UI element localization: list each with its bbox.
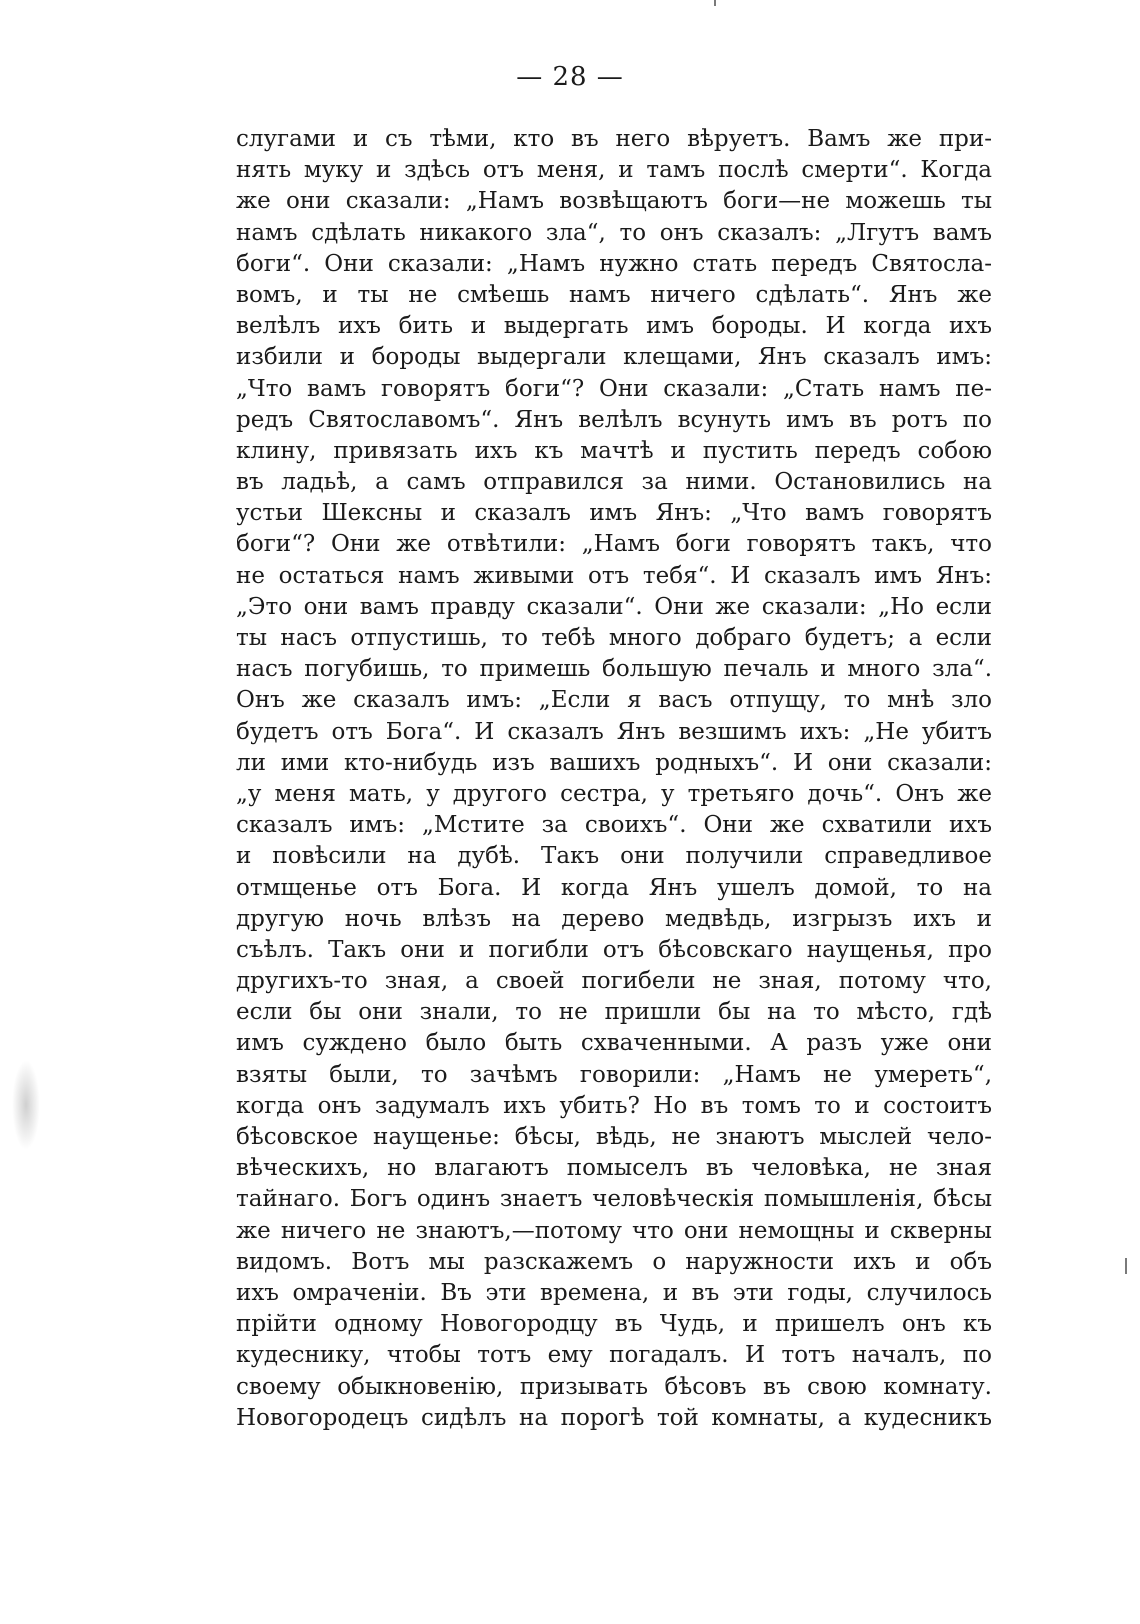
text-line: редъ Святославомъ“. Янъ велѣлъ всунуть имъ въ ротъ по (236, 406, 992, 433)
text-line: видомъ. Вотъ мы разскажемъ о наружности ихъ и объ (236, 1248, 992, 1275)
text-line: бѣсовское наущенье: бѣсы, вѣдь, не знаютъ мыслей чело- (236, 1124, 992, 1150)
text-line: Онъ же сказалъ имъ: „Если я васъ отпущу, то мнѣ зло (236, 687, 992, 714)
text-line: тайнаго. Богъ одинъ знаетъ человѣческія помышленія, бѣсы (236, 1186, 992, 1213)
text-line: боги“. Они сказали: „Намъ нужно стать передъ Святосла- (236, 250, 992, 277)
text-line: велѣлъ ихъ бить и выдергать имъ бороды. И когда ихъ (236, 313, 992, 340)
text-line: другую ночь влѣзъ на дерево медвѣдь, изгрызъ ихъ и (236, 905, 992, 932)
text-line: боги“? Они же отвѣтили: „Намъ боги говорятъ такъ, что (236, 531, 992, 558)
scan-edge-mark-right (1125, 1258, 1127, 1274)
text-line: вѣческихъ, но влагаютъ помыселъ въ человѣка, не зная (236, 1155, 992, 1182)
text-line: нять муку и здѣсь отъ меня, и тамъ послѣ смерти“. Когда (236, 157, 992, 184)
text-line: взяты были, то зачѣмъ говорили: „Намъ не умереть“, (236, 1061, 992, 1088)
text-line: своему обыкновенію, призывать бѣсовъ въ свою комнату. (236, 1373, 992, 1400)
text-line: будетъ отъ Бога“. И сказалъ Янъ везшимъ ихъ: „Не убитъ (236, 718, 992, 745)
text-line: ли ими кто-нибудь изъ вашихъ родныхъ“. И они сказали: (236, 749, 992, 776)
text-line: если бы они знали, то не пришли бы на то мѣсто, гдѣ (236, 999, 992, 1026)
scan-edge-mark-top (714, 0, 716, 6)
body-text (236, 124, 992, 1434)
text-line: съѣлъ. Такъ они и погибли отъ бѣсовскаго наущенья, про (236, 936, 992, 963)
text-line: избили и бороды выдергали клещами, Янъ сказалъ имъ: (236, 344, 992, 371)
text-line: вомъ, и ты не смѣешь намъ ничего сдѣлать“. Янъ же (236, 281, 992, 308)
text-line: имъ суждено было быть схваченными. А разъ уже они (236, 1030, 992, 1057)
text-line: намъ сдѣлать никакого зла“, то онъ сказалъ: „Лгутъ вамъ (236, 219, 992, 246)
text-line: и повѣсили на дубѣ. Такъ они получили справедливое (236, 843, 992, 870)
text-line: „Что вамъ говорятъ боги“? Они сказали: „Стать намъ пе- (236, 375, 992, 402)
text-line: въ ладьѣ, а самъ отправился за ними. Остановились на (236, 469, 992, 496)
text-line: кудеснику, чтобы тотъ ему погадалъ. И тотъ началъ, по (236, 1342, 992, 1369)
text-line: же они сказали: „Намъ возвѣщаютъ боги—не можешь ты (236, 188, 992, 215)
scan-smudge (12, 1060, 40, 1150)
page-number: — 28 — (516, 62, 624, 92)
text-line: сказалъ имъ: „Мстите за своихъ“. Они же схватили ихъ (236, 812, 992, 839)
text-line: слугами и съ тѣми, кто въ него вѣруетъ. Вамъ же при- (236, 126, 992, 152)
text-line: ихъ омраченіи. Въ эти времена, и въ эти годы, случилось (236, 1279, 992, 1306)
text-line: устьи Шексны и сказалъ имъ Янъ: „Что вамъ говорятъ (236, 500, 992, 527)
text-line: прійти одному Новогородцу въ Чудь, и пришелъ онъ къ (236, 1311, 992, 1338)
text-line: ты насъ отпустишь, то тебѣ много добраго будетъ; а если (236, 625, 992, 651)
text-line: же ничего не знаютъ,—потому что они немощны и скверны (236, 1217, 992, 1244)
text-line: Новогородецъ сидѣлъ на порогѣ той комнаты, а кудесникъ (236, 1404, 992, 1431)
text-line: когда онъ задумалъ ихъ убить? Но въ томъ то и состоитъ (236, 1092, 992, 1119)
text-line: „у меня мать, у другого сестра, у третьяго дочь“. Онъ же (236, 780, 992, 807)
text-line: не остаться намъ живыми отъ тебя“. И сказалъ имъ Янъ: (236, 562, 992, 589)
text-line: отмщенье отъ Бога. И когда Янъ ушелъ домой, то на (236, 874, 992, 901)
text-line: клину, привязать ихъ къ мачтѣ и пустить передъ собою (236, 437, 992, 464)
text-line: „Это они вамъ правду сказали“. Они же сказали: „Но если (236, 593, 992, 620)
text-line: другихъ-то зная, а своей погибели не зная, потому что, (236, 968, 992, 995)
text-line: насъ погубишь, то примешь большую печаль и много зла“. (236, 656, 992, 683)
